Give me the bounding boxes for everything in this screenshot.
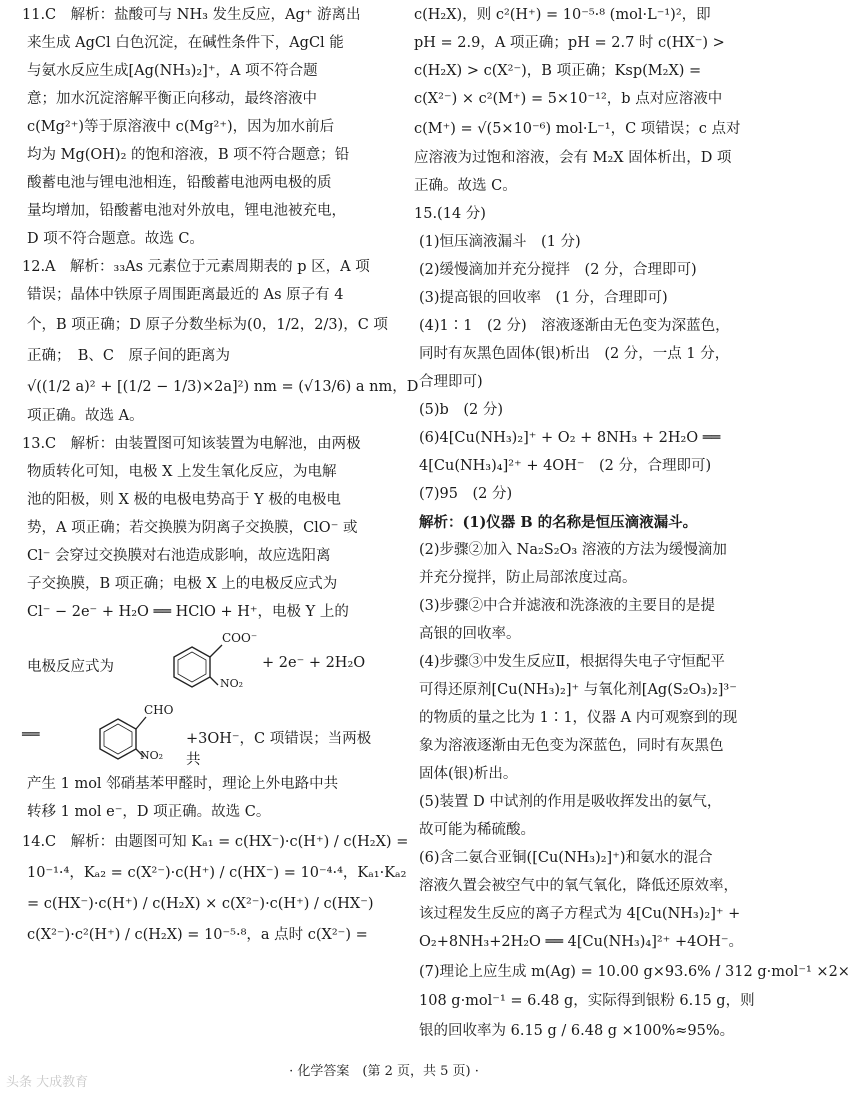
text-line: pH = 2.9，A 项正确；pH = 2.7 时 c(HX⁻) > xyxy=(414,35,725,51)
explanation-line: 固体(银)析出。 xyxy=(419,766,518,782)
q15-block xyxy=(414,205,850,1042)
explanation-line: (4)步骤③中发生反应Ⅱ，根据得失电子守恒配平 xyxy=(419,654,725,670)
explanation-line: (3)步骤②中合并滤液和洗涤液的主要目的是提 xyxy=(419,598,716,614)
text-line: c(Mg²⁺)等于原溶液中 c(Mg²⁺)，因为加水前后 xyxy=(27,119,335,135)
text-line: 来生成 AgCl 白色沉淀，在碱性条件下，AgCl 能 xyxy=(27,35,344,51)
text-line: c(X²⁻)·c²(H⁺) / c(H₂X) = 10⁻⁵·⁸，a 点时 c(X²⁻) = xyxy=(27,927,368,943)
left-column xyxy=(22,6,419,955)
explanation-line: 并充分搅拌，防止局部浓度过高。 xyxy=(419,570,637,586)
text-line: = c(HX⁻)·c(H⁺) / c(H₂X) × c(X²⁻)·c(H⁺) / c(HX⁻) xyxy=(27,896,374,912)
text-line: Cl⁻ − 2e⁻ + H₂O ══ HClO + H⁺，电极 Y 上的 xyxy=(27,604,349,620)
answer-line: (3)提高银的回收率 (1 分，合理即可) xyxy=(419,290,668,306)
explanation-line: O₂+8NH₃+2H₂O ══ 4[Cu(NH₃)₄]²⁺ +4OH⁻。 xyxy=(419,934,743,950)
structure-equation-1 xyxy=(22,631,378,693)
explanation-line: 银的回收率为 6.15 g / 6.48 g ×100%≈95%。 xyxy=(419,1023,735,1039)
text-line: + 2e⁻ + 2H₂O xyxy=(262,655,366,671)
explanation-line: 解析：(1)仪器 B 的名称是恒压滴液漏斗。 xyxy=(419,514,698,531)
text-line: c(M⁺) = √(5×10⁻⁶) mol·L⁻¹，C 项错误；c 点对 xyxy=(414,121,741,137)
q12-block xyxy=(22,258,419,426)
text-line: D 项不符合题意。故选 C。 xyxy=(27,231,204,247)
text-line: 产生 1 mol 邻硝基苯甲醛时，理论上外电路中共 xyxy=(27,776,339,792)
text-line: 10⁻¹·⁴，Kₐ₂ = c(X²⁻)·c(H⁺) / c(HX⁻) = 10⁻⁴·⁴，Kₐ₁·Kₐ₂ xyxy=(27,865,407,881)
text-line: 均为 Mg(OH)₂ 的饱和溶液，B 项不符合题意；铅 xyxy=(27,147,350,163)
text-line: c(X²⁻) × c²(M⁺) = 5×10⁻¹²，b 点对应溶液中 xyxy=(414,91,723,107)
answer-line: (1)恒压滴液漏斗 (1 分) xyxy=(419,234,581,250)
text-line: 量均增加，铅酸蓄电池对外放电，锂电池被充电， xyxy=(27,203,346,219)
explanation-line: (7)理论上应生成 m(Ag) = 10.00 g×93.6% / 312 g·mol⁻¹ ×2× xyxy=(419,964,850,980)
text-line: Cl⁻ 会穿过交换膜对右池造成影响，故应选阳离 xyxy=(27,548,331,564)
text-line: 与氨水反应生成[Ag(NH₃)₂]⁺，A 项不符合题 xyxy=(27,63,318,79)
group-label: CHO xyxy=(144,703,174,717)
q13-block xyxy=(22,435,378,822)
answer-line: (5)b (2 分) xyxy=(419,402,503,418)
answer-line: 合理即可) xyxy=(419,374,483,390)
text-line: 意；加水沉淀溶解平衡正向移动，最终溶液中 xyxy=(27,91,317,107)
text-line: 电极反应式为 xyxy=(27,659,114,675)
explanation-line: (6)含二氨合亚铜([Cu(NH₃)₂]⁺)和氨水的混合 xyxy=(419,850,713,866)
structure-equation-2 xyxy=(22,703,378,768)
explanation-line: 可得还原剂[Cu(NH₃)₂]⁺ 与氧化剂[Ag(S₂O₃)₂]³⁻ xyxy=(419,682,737,698)
q14-continued xyxy=(414,6,752,196)
text-line: ══ xyxy=(22,727,40,743)
text-line: 物质转化可知，电极 X 上发生氧化反应，为电解 xyxy=(27,464,337,480)
explanation-line: 象为溶液逐渐由无色变为深蓝色，同时有灰黑色 xyxy=(419,738,724,754)
q11-block xyxy=(22,6,378,249)
answer-line: (6)4[Cu(NH₃)₂]⁺ + O₂ + 8NH₃ + 2H₂O ══ xyxy=(419,430,721,446)
group-label: COO⁻ xyxy=(222,631,258,645)
question-header: 15.(14 分) xyxy=(414,206,486,222)
group-label: NO₂ xyxy=(140,749,164,762)
explanation-line: (5)装置 D 中试剂的作用是吸收挥发出的氨气， xyxy=(419,794,722,810)
text-line: 酸蓄电池与锂电池相连，铅酸蓄电池两电极的质 xyxy=(27,175,332,191)
text-line: +3OH⁻，C 项错误；当两极共 xyxy=(186,731,372,768)
text-line: 12.A 解析：₃₃As 元素位于元素周期表的 p 区，A 项 xyxy=(22,259,370,275)
text-line: 项正确。故选 A。 xyxy=(27,408,144,424)
explanation-line: 该过程发生反应的离子方程式为 4[Cu(NH₃)₂]⁺ + xyxy=(419,906,741,922)
text-line: 转移 1 mol e⁻，D 项正确。故选 C。 xyxy=(27,804,271,820)
text-line: 个，B 项正确；D 原子分数坐标为(0，1/2，2/3)，C 项 xyxy=(27,317,388,333)
text-line: 错误；晶体中铁原子周围距离最近的 As 原子有 4 xyxy=(27,287,344,303)
text-line: 池的阳极，则 X 极的电极电势高于 Y 极的电极电 xyxy=(27,492,341,508)
text-line: 子交换膜，B 项正确；电极 X 上的电极反应式为 xyxy=(27,576,338,592)
text-line: c(H₂X) > c(X²⁻)，B 项正确；Ksp(M₂X) = xyxy=(414,63,702,79)
answer-line: (7)95 (2 分) xyxy=(419,486,513,502)
text-line: 正确； B、C 原子间的距离为 xyxy=(27,348,230,364)
answer-line: 4[Cu(NH₃)₄]²⁺ + 4OH⁻ (2 分，合理即可) xyxy=(419,458,712,474)
explanation-line: (2)步骤②加入 Na₂S₂O₃ 溶液的方法为缓慢滴加 xyxy=(419,542,727,558)
explanation-line: 故可能为稀硫酸。 xyxy=(419,822,535,838)
explanation-line: 溶液久置会被空气中的氧气氧化，降低还原效率， xyxy=(419,878,738,894)
text-line: c(H₂X)，则 c²(H⁺) = 10⁻⁵·⁸ (mol·L⁻¹)²，即 xyxy=(414,7,711,23)
text-line: 11.C 解析：盐酸可与 NH₃ 发生反应，Ag⁺ 游离出 xyxy=(22,7,361,23)
page-footer: · 化学答案 (第 2 页，共 5 页) · xyxy=(289,1064,479,1079)
text-line: 14.C 解析：由题图可知 Kₐ₁ = c(HX⁻)·c(H⁺) / c(H₂X) = xyxy=(22,834,409,850)
group-label: NO₂ xyxy=(220,677,244,690)
text-line: 势，A 项正确；若交换膜为阴离子交换膜，ClO⁻ 或 xyxy=(27,520,358,536)
explanation-line: 高银的回收率。 xyxy=(419,626,521,642)
answer-line: 同时有灰黑色固体(银)析出 (2 分，一点 1 分， xyxy=(419,346,730,362)
watermark-logo: 头条 大成教育 xyxy=(6,1075,89,1090)
right-column xyxy=(414,6,850,1051)
answer-line: (4)1∶1 (2 分) 溶液逐渐由无色变为深蓝色， xyxy=(419,318,730,334)
answer-line: (2)缓慢滴加并充分搅拌 (2 分，合理即可) xyxy=(419,262,697,278)
text-line: 13.C 解析：由装置图可知该装置为电解池，由两极 xyxy=(22,436,361,452)
explanation-line: 的物质的量之比为 1∶1，仪器 A 内可观察到的现 xyxy=(419,710,738,726)
formula-line: √((1/2 a)² + [(1/2 − 1/3)×2a]²) nm = (√13/6) a nm，D xyxy=(27,379,419,395)
text-line: 正确。故选 C。 xyxy=(414,178,517,194)
q14-block xyxy=(22,831,409,946)
explanation-line: 108 g·mol⁻¹ = 6.48 g，实际得到银粉 6.15 g，则 xyxy=(419,993,755,1009)
text-line: 应溶液为过饱和溶液，会有 M₂X 固体析出，D 项 xyxy=(414,150,732,166)
